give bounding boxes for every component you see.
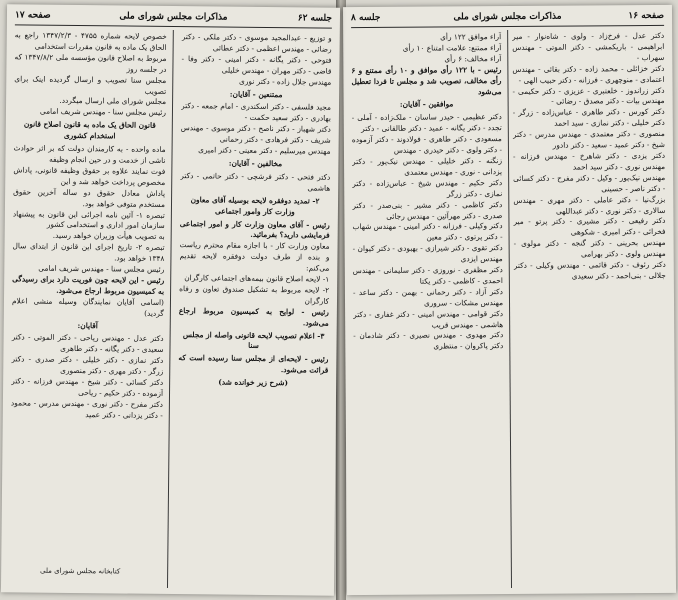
text-line: مجید فلسفی - دکتر اسکندری - امام جمعه - دکتر بهادری - دکتر سعید حکمت - — [180, 101, 332, 124]
text-line: دکتر عدل - مهندس ریاحی - دکتر الموتی - دکتر سعیدی - دکتر یگانه - دکتر طاهری — [11, 332, 164, 355]
text-line: آراء مخالف: ۶ رأی — [444, 53, 502, 64]
speaker-paragraph: رئیس - لوایح به کمیسیون مربوط ارجاع می‌شود. — [178, 305, 329, 328]
column-divider — [507, 30, 512, 588]
text-line: دکتر کورس - دکتر طاهری - عباس‌زاده - زرگر - دکتر خلیلی - دکتر نمازی - سید احمد — [512, 107, 665, 128]
text-line: دکتر حکیم - مهندس شیخ - عباس‌زاده - دکتر نمازی - دکتر زرگر — [352, 177, 503, 199]
text-line: دکتر مفرح - دکتر نوری - مهندس مدرس - محمود - دکتر یزدانی - دکتر عمید — [10, 398, 163, 420]
text-line: دکتر رئوف - دکتر قائمی - مهندس وکیلی - دکتر جلالی - بنی‌احمد - دکتر سعیدی — [513, 259, 666, 281]
text-line: خصوص لایحه شماره ۴۷۵۵ - ۱۳۴۷/۲/۳ راجع به الحاق یک ماده به قانون مقررات استخدامی — [14, 30, 167, 52]
text-line: دکتر رفیعی - دکتر مشیری - دکتر پرتو - میر فخرائی - دکتر امیری - شکوهی — [513, 216, 666, 237]
speaker-paragraph: رئیس - با ۱۲۲ رأی موافق و ۱۰ رأی ممتنع و ۶ رأی مخالف، تصویب شد و مجلس تا فردا تعطیل می‌شود — [351, 64, 502, 96]
text-line: مجلس شورای ملی ارسال میگردد. — [59, 96, 167, 107]
text-line: دکتر آزاد - دکتر رحمانی - بهمن - دکتر ساعد - مهندس مشکات - سروری — [352, 286, 504, 308]
text-line: دکتر تقوی - دکتر شیرازی - بهبودی - دکتر کیوان - مهندس ایزدی — [352, 243, 503, 264]
section-heading: ۲- تمدید دوفقره لایحه بوسیله آقای معاون وزارت کار وامور اجتماعی — [190, 194, 320, 216]
text-line: دکتر فتحی - دکتر فرشچی - دکتر حاتمی - دکتر هاشمی — [180, 170, 331, 193]
speaker-paragraph: رئیس - آقای معاون وزارت کار و امور اجتماعی فرمایشی دارید؟ بفرمائید. — [179, 218, 330, 241]
text-line: تبصره ۱- آئین نامه اجرائی این قانون به پیشنهاد سازمان امور اداری و استخدامی کشور — [12, 208, 165, 231]
text-line: مجلس سنا تصویب و ارسال گردیده اینک برای تصویب — [14, 73, 167, 96]
text-line: ماده واحده - به کارمندان دولت که بر اثر حوادث ناشی از خدمت و در حین انجام وظیفه — [13, 143, 166, 165]
text-line: مهندس میرسلیم - دکتر معینی - دکتر امیری — [198, 145, 331, 156]
text-line: فتوحی - دکتر یگانه - دکتر امینی - دکتر وفا - قاضی - دکتر مهران - مهندس خلیلی — [181, 53, 332, 76]
text-column-left — [9, 30, 167, 588]
text-line: معاون وزارت کار - با اجازه مقام محترم ریاست و بنده از طرف دولت دوفقره لایحه تقدیم می‌کنم: — [179, 240, 330, 273]
text-line: دکتر کاظمی - دکتر مشیر - بنی‌صدر - دکتر صدری - دکتر مهرآئین - مهندس رجائی — [352, 199, 503, 221]
text-line: ۱- لایحه اصلاح قانون بیمه‌های اجتماعی کارگران — [184, 273, 330, 284]
text-line: مربوط به اصلاح قانون مؤسسه ملی ۱۳۴۷/۸/۲ که در جلسه روز — [14, 52, 167, 74]
text-line: مسعودی - دکتر طاهری - فولادوند - دکتر آزموده - دکتر ولوی - دکتر حیدری - مهندس — [351, 134, 502, 155]
text-column-right — [512, 31, 668, 588]
text-line: دکتر یزدی - دکتر شاهرخ - مهندس فرزانه - مهندس نوری - دکتر سید احمد — [512, 150, 666, 172]
text-line: تبصره ۲- تاریخ اجرای این قانون از ابتدای سال ۱۳۴۸ خواهد بود. — [12, 241, 165, 264]
section-heading: آقایان: — [77, 320, 98, 330]
page-header-left — [15, 10, 332, 28]
text-line: دکتر کسائی - دکتر شیخ - مهندس فرزانه - دکتر آزموده - دکتر حکیم - ریاحی — [11, 376, 164, 398]
text-column-right — [176, 32, 332, 590]
page-number: صفحه ۱۶ — [628, 10, 665, 22]
text-column-left — [351, 32, 505, 589]
running-title: مذاکرات مجلس شورای ملی — [453, 11, 562, 23]
text-line: آراء ممتنع: علامت امتناع ۱۰ رأی — [402, 42, 502, 53]
text-line: رئیس مجلس سنا - مهندس شریف امامی — [38, 263, 165, 274]
text-line: دکتر عدل - فرخ‌زاد - ولوی - شاه‌نوار - میر ابراهیمی - باریکمشی - دکتر الموتی - مهندس سهراب - — [512, 30, 665, 62]
page-right — [343, 5, 676, 595]
page-header-right — [351, 11, 664, 28]
text-line: رئیس مجلس سنا - مهندس شریف امامی — [39, 106, 167, 118]
page-number: صفحه ۱۷ — [14, 10, 51, 21]
text-line: مهندس جلال زاده - دکتر نوری — [239, 76, 332, 87]
text-line: دکتر خزائلی - محمد زاده - دکتر بقائی - مهندس اعتمادی - منوچهری - فرزانه - دکتر حبیب الهی - — [512, 63, 665, 85]
text-line: دکتر عظیمی - حیدر ساسان - ملک‌زاده - آملی - تجدد - دکتر یگانه - عمید - دکتر طالقانی - دکتر — [351, 112, 502, 134]
text-line: و توزیع - عبدالمجید موسوی - دکتر ملکی - دکتر رضائی - مهندس اعظمی - دکتر عطائی — [181, 32, 332, 54]
text-line: مهندس نیک‌پور - وکیل - دکتر مفرح - دکتر کسائی - دکتر ناصر - حسینی — [513, 172, 666, 194]
section-heading: موافقین - آقایان: — [399, 99, 454, 110]
library-stamp: کتابخانه مجلس شورای ملی — [39, 566, 121, 576]
text-line: دکتر نمازی - دکتر خلیلی - دکتر صدری - دکتر زرگر - دکتر مهری - دکتر منصوری — [11, 354, 164, 377]
text-line: ۲- لایحه مربوط به تشکیل صندوق تعاون و رفاه کارگران — [179, 284, 330, 306]
text-line: دکتر شهباز - دکتر ناصح - دکتر موسوی - مهندس شریف - دکتر فرهادی - دکتر رحمانی — [180, 123, 331, 145]
section-heading: ۳- اعلام تصویب لایحه قانونی واصله از مجلس سنا — [182, 329, 325, 351]
page-left — [1, 4, 340, 595]
running-title: مذاکرات مجلس شورای ملی — [119, 11, 228, 23]
text-line: مهندس بحرینی - دکتر گنجه - دکتر مولوی - مهندس ولوی - دکتر بهرامی — [513, 238, 666, 259]
text-line: فوت نمایند علاوه بر حقوق وظیفه قانونی، پاداش مخصوص پرداخت خواهد شد و این — [13, 165, 166, 187]
text-line: منصوری - دکتر معتمدی - مهندس مدرس - دکتر شیخ - دکتر عمید - سعید - دکتر دادور — [512, 129, 665, 150]
text-line: آراء موافق ۱۲۲ رأی — [440, 32, 502, 42]
speaker-paragraph: رئیس - این لایحه چون فوریت دارد برای رسیدگی به کمیسیون مربوط ارجاع می‌شود. — [12, 274, 165, 296]
column-divider — [167, 30, 174, 588]
text-line: دکتر زراندوز - خلعتبری - عزیزی - دکتر حکیمی - مهندس بیات - دکتر مصدق - رضائی - — [512, 85, 665, 107]
section-heading: ممتنعین - آقایان: — [229, 89, 283, 99]
text-line: دکتر قوامی - مهندس امینی - دکتر غفاری - دکتر هاشمی - مهندس قریب — [353, 308, 504, 330]
text-line: بزرگ‌نیا - دکتر عاملی - دکتر مهری - مهندس سالاری - دکتر نوری - دکتر عبداللهی — [513, 194, 666, 216]
section-heading: مخالفین - آقایان: — [228, 158, 283, 169]
text-line: زنگنه - دکتر خلیلی - مهندس نیک‌پور - دکتر یزدانی - نوری - مهندس معتمدی — [351, 156, 503, 177]
text-line: پاداش معادل حقوق دو ساله آخرین حقوق مستخدم متوفی خواهد بود. — [13, 187, 166, 209]
text-line: دکتر مظفری - نوروزی - دکتر سلیمانی - مهندس احمدی - کاظمی - دکتر یکتا — [352, 265, 503, 286]
text-line: به تصویب هیأت وزیران خواهد رسید. — [52, 231, 165, 242]
text-line: دکتر وکیلی - فرزانه - دکتر امینی - مهندس شهاب - دکتر پرتوی - دکتر معین — [352, 221, 503, 242]
section-heading: قانون الحاق یک ماده به قانون اصلاح قانون استخدام کشوری — [23, 119, 156, 141]
text-line: (اسامی آقایان نمایندگان وسیله منشی اعلام گردید) — [11, 296, 165, 318]
session-label: جلسه ۸ — [350, 12, 381, 24]
speaker-paragraph: رئیس - لایحه‌ای از مجلس سنا رسیده است که قرائت می‌شود. — [178, 353, 329, 375]
section-heading: (شرح زیر خوانده شد) — [218, 377, 289, 388]
session-label: جلسه ۶۲ — [297, 13, 333, 24]
text-line: دکتر مهدوی - مهندس نصیری - دکتر شادمان - دکتر پاکروان - منتظری — [353, 330, 504, 351]
